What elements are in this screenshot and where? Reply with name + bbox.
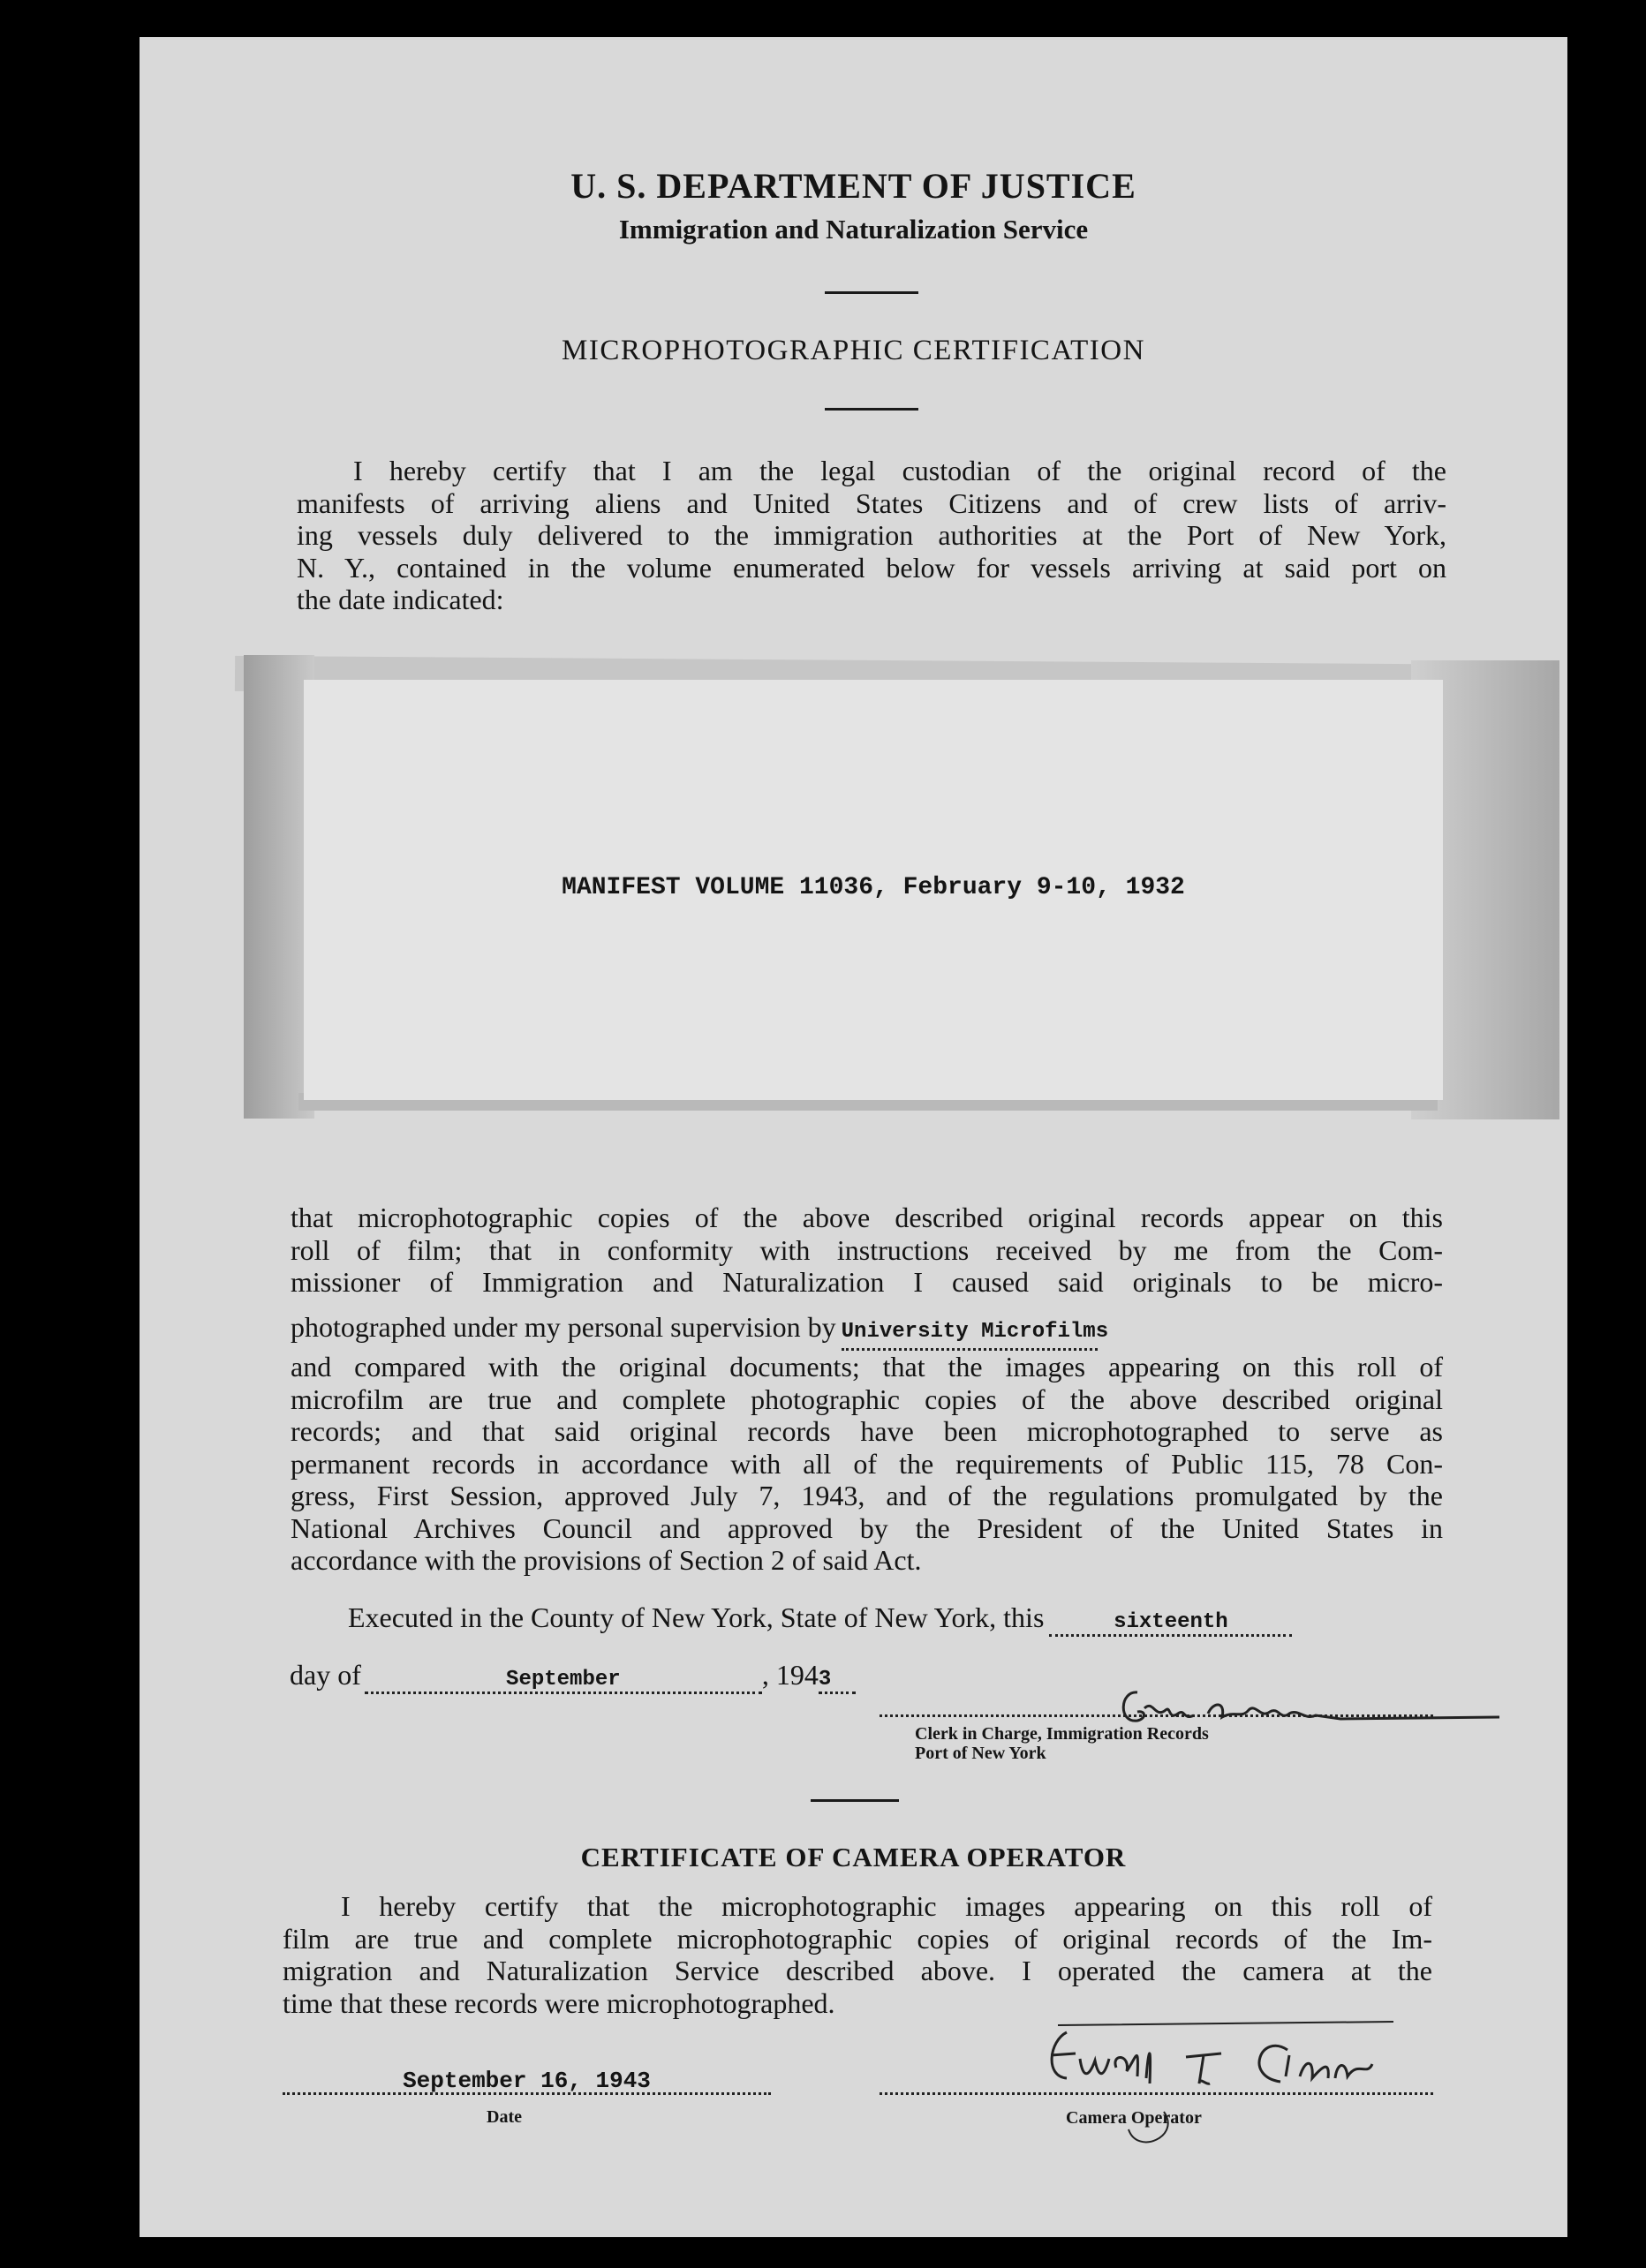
year-field (819, 1659, 856, 1694)
body-line: records; and that said original records have been microphotographed to serve as (291, 1415, 1443, 1447)
year-prefix: , 194 (761, 1659, 819, 1691)
date-line (290, 1659, 856, 1694)
clerk-title-line2: Port of New York (915, 1744, 1046, 1763)
divider (825, 408, 918, 411)
supervision-value: University Microfilms (841, 1319, 1109, 1344)
intro-line: manifests of arriving aliens and United States Citizens and of crew lists of arriv- (297, 486, 1446, 519)
body-line: National Archives Council and approved by the President of the United States in (291, 1511, 1443, 1544)
date-label: Date (487, 2107, 522, 2127)
clerk-title (915, 1724, 1209, 1763)
intro-line: N. Y., contained in the volume enumerated below for vessels arriving at said port on (297, 551, 1446, 584)
divider (811, 1799, 899, 1802)
execution-prefix: Executed in the County of New York, State of New York, this (348, 1601, 1045, 1633)
camera-line: film are true and complete microphotographic copies of original records of the Im- (283, 1922, 1432, 1955)
divider (825, 291, 918, 294)
service-subtitle: Immigration and Naturalization Service (618, 214, 1089, 245)
certificate-page (140, 37, 1567, 2237)
day-value: sixteenth (1114, 1610, 1228, 1634)
month-field (365, 1659, 762, 1694)
month-value: September (506, 1668, 621, 1692)
day-field (1049, 1601, 1292, 1637)
day-of-label: day of (290, 1659, 361, 1691)
intro-paragraph (297, 455, 1446, 616)
body-line: permanent records in accordance with all of the requirements of Public 115, 78 Con- (291, 1447, 1443, 1480)
camera-line: I hereby certify that the microphotographic images appearing on this roll of (341, 1890, 1432, 1922)
clerk-title-line1: Clerk in Charge, Immigration Records (915, 1724, 1209, 1744)
operator-label: Camera Operator (1066, 2108, 1202, 2128)
body-paragraph (291, 1202, 1443, 1577)
certification-heading: MICROPHOTOGRAPHIC CERTIFICATION (562, 335, 1145, 366)
camera-date-value: September 16, 1943 (403, 2068, 651, 2094)
camera-certificate-heading: CERTIFICATE OF CAMERA OPERATOR (580, 1842, 1127, 1872)
supervision-line (291, 1311, 1443, 1352)
body-line: roll of film; that in conformity with instructions received by me from the Com- (291, 1233, 1443, 1266)
camera-date-field (283, 2068, 771, 2095)
volume-card (304, 680, 1443, 1100)
volume-label: MANIFEST VOLUME 11036, February 9-10, 1932 (562, 874, 1185, 901)
body-line: that microphotographic copies of the above described original records appear on this (291, 1202, 1443, 1233)
body-line: and compared with the original documents; that the images appearing on this roll of (291, 1351, 1443, 1383)
operator-signature-line (880, 2068, 1433, 2095)
intro-line: I hereby certify that I am the legal custodian of the original record of the (353, 455, 1446, 486)
year-digit: 3 (818, 1668, 832, 1692)
supervision-prefix: photographed under my personal supervision by (291, 1310, 836, 1343)
department-title: U. S. DEPARTMENT OF JUSTICE (570, 166, 1136, 206)
execution-line (348, 1601, 1292, 1637)
camera-line: time that these records were microphotographed. (283, 1986, 835, 2019)
clerk-signature-line (880, 1695, 1433, 1717)
supervision-field (841, 1311, 1109, 1352)
intro-line: the date indicated: (297, 584, 504, 615)
body-line: missioner of Immigration and Naturalization I caused said originals to be micro- (291, 1266, 1443, 1298)
camera-line: migration and Naturalization Service described above. I operated the camera at the (283, 1955, 1432, 1986)
body-line: gress, First Session, approved July 7, 1943, and of the regulations promulgated by the (291, 1480, 1443, 1511)
intro-line: ing vessels duly delivered to the immigration authorities at the Port of New York, (297, 519, 1446, 551)
body-line: accordance with the provisions of Section 2 of said Act. (291, 1544, 922, 1576)
body-line: microfilm are true and complete photographic copies of the above described original (291, 1383, 1443, 1415)
